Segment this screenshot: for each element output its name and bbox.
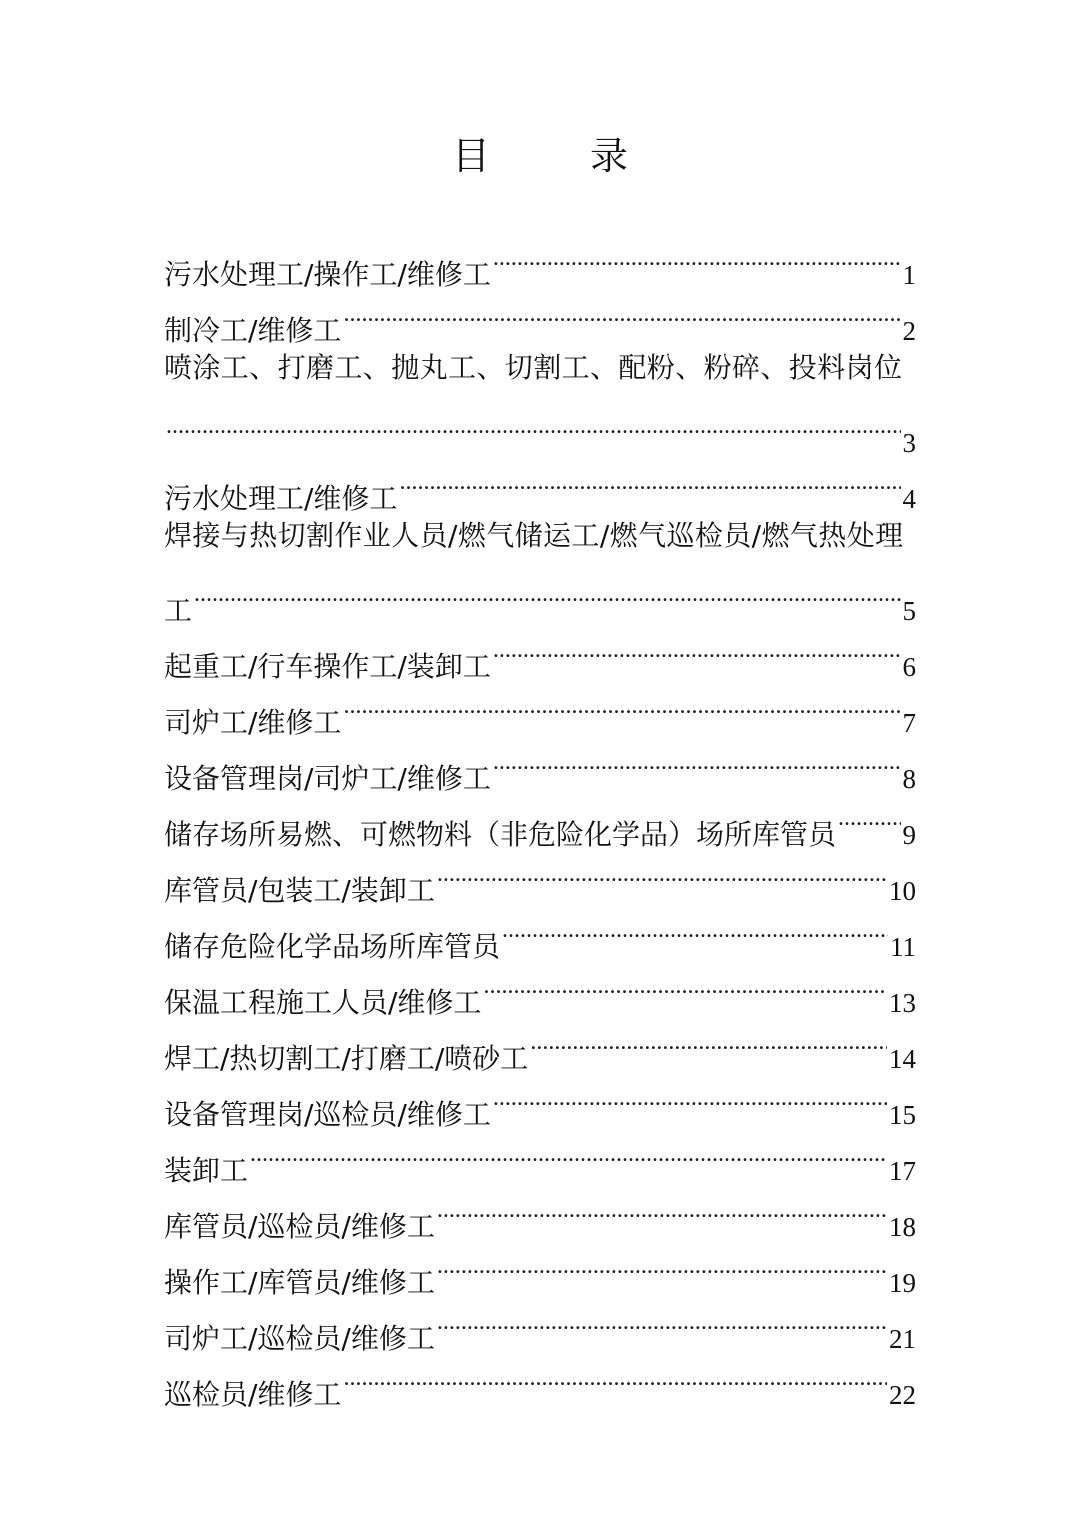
toc-leader-dots <box>493 1068 887 1124</box>
toc-entry[interactable] <box>164 340 916 458</box>
toc-entry-page: 15 <box>889 1100 916 1130</box>
toc-entry-page: 5 <box>902 596 916 626</box>
toc-entry-page: 11 <box>890 932 916 962</box>
toc-entry-title: 司炉工/维修工 <box>164 706 342 739</box>
toc-entry-title: 起重工/行车操作工/装卸工 <box>164 650 491 683</box>
toc-entry-page: 7 <box>902 708 916 738</box>
toc-leader-dots <box>493 732 901 788</box>
toc-entry-title: 喷涂工、打磨工、抛丸工、切割工、配粉、粉碎、投料岗位 <box>164 351 903 384</box>
toc-entry[interactable] <box>164 452 916 515</box>
toc-entry-page: 4 <box>902 484 916 514</box>
toc-entry-title: 保温工程施工人员/维修工 <box>164 986 482 1019</box>
toc-leader-dots <box>437 1292 887 1348</box>
toc-leader-dots <box>502 900 888 956</box>
toc-leader-dots <box>493 620 901 676</box>
toc-leader-dots <box>483 956 887 1012</box>
toc-leader-dots <box>530 1012 887 1068</box>
toc-leader-dots <box>437 1180 887 1236</box>
toc-entry-page: 8 <box>902 764 916 794</box>
toc-leader-dots <box>493 228 901 284</box>
toc-leader-dots <box>343 1348 887 1404</box>
toc-entry-page: 17 <box>889 1156 916 1186</box>
toc-entry[interactable] <box>164 1180 916 1243</box>
toc-leader-dots <box>343 676 900 732</box>
toc-leader-dots <box>250 1124 887 1180</box>
toc-entry-title: 污水处理工/操作工/维修工 <box>164 258 491 291</box>
toc-entry-page: 6 <box>902 652 916 682</box>
toc-entry-page: 14 <box>889 1044 916 1074</box>
toc-leader-dots <box>437 1236 887 1292</box>
table-of-contents <box>164 228 916 1411</box>
toc-entry-title: 库管员/巡检员/维修工 <box>164 1210 435 1243</box>
toc-entry-title-continued: 工 <box>164 594 193 627</box>
toc-entry-title: 设备管理岗/巡检员/维修工 <box>164 1098 491 1131</box>
toc-entry-page: 10 <box>889 876 916 906</box>
toc-entry-title: 操作工/库管员/维修工 <box>164 1266 435 1299</box>
toc-entry-page: 19 <box>889 1268 916 1298</box>
toc-entry-page: 1 <box>902 260 916 290</box>
toc-entry-page: 3 <box>902 428 916 458</box>
toc-entry[interactable] <box>164 1124 916 1187</box>
toc-entry-title: 焊工/热切割工/打磨工/喷砂工 <box>164 1042 529 1075</box>
toc-entry-title: 储存危险化学品场所库管员 <box>164 930 501 963</box>
toc-entry-page: 2 <box>902 316 916 346</box>
toc-entry-page: 18 <box>889 1212 916 1242</box>
toc-entry-title: 库管员/包装工/装卸工 <box>164 874 435 907</box>
toc-entry-title: 焊接与热切割作业人员/燃气储运工/燃气巡检员/燃气热处理 <box>164 519 904 552</box>
toc-entry-page: 9 <box>902 820 916 850</box>
toc-entry-title: 装卸工 <box>164 1154 249 1187</box>
toc-entry-title: 制冷工/维修工 <box>164 314 342 347</box>
page-title: 目 录 <box>451 134 673 178</box>
toc-leader-dots <box>343 284 900 340</box>
toc-entry-title: 巡检员/维修工 <box>164 1378 342 1411</box>
toc-leader-dots <box>194 564 900 620</box>
toc-entry[interactable] <box>164 228 916 291</box>
toc-entry-title: 污水处理工/维修工 <box>164 482 398 515</box>
toc-entry-page: 21 <box>889 1324 916 1354</box>
toc-entry[interactable] <box>164 508 916 627</box>
toc-entry-title: 储存场所易燃、可燃物料（非危险化学品）场所库管员 <box>164 818 837 851</box>
toc-entry-page: 22 <box>889 1380 916 1410</box>
toc-entry-page: 13 <box>889 988 916 1018</box>
toc-entry-title: 司炉工/巡检员/维修工 <box>164 1322 435 1355</box>
toc-entry-title: 设备管理岗/司炉工/维修工 <box>164 762 491 795</box>
toc-leader-dots <box>437 844 887 900</box>
toc-entry[interactable] <box>164 620 916 683</box>
toc-leader-dots <box>166 396 901 452</box>
toc-leader-dots <box>399 452 900 508</box>
toc-leader-dots <box>838 788 900 844</box>
